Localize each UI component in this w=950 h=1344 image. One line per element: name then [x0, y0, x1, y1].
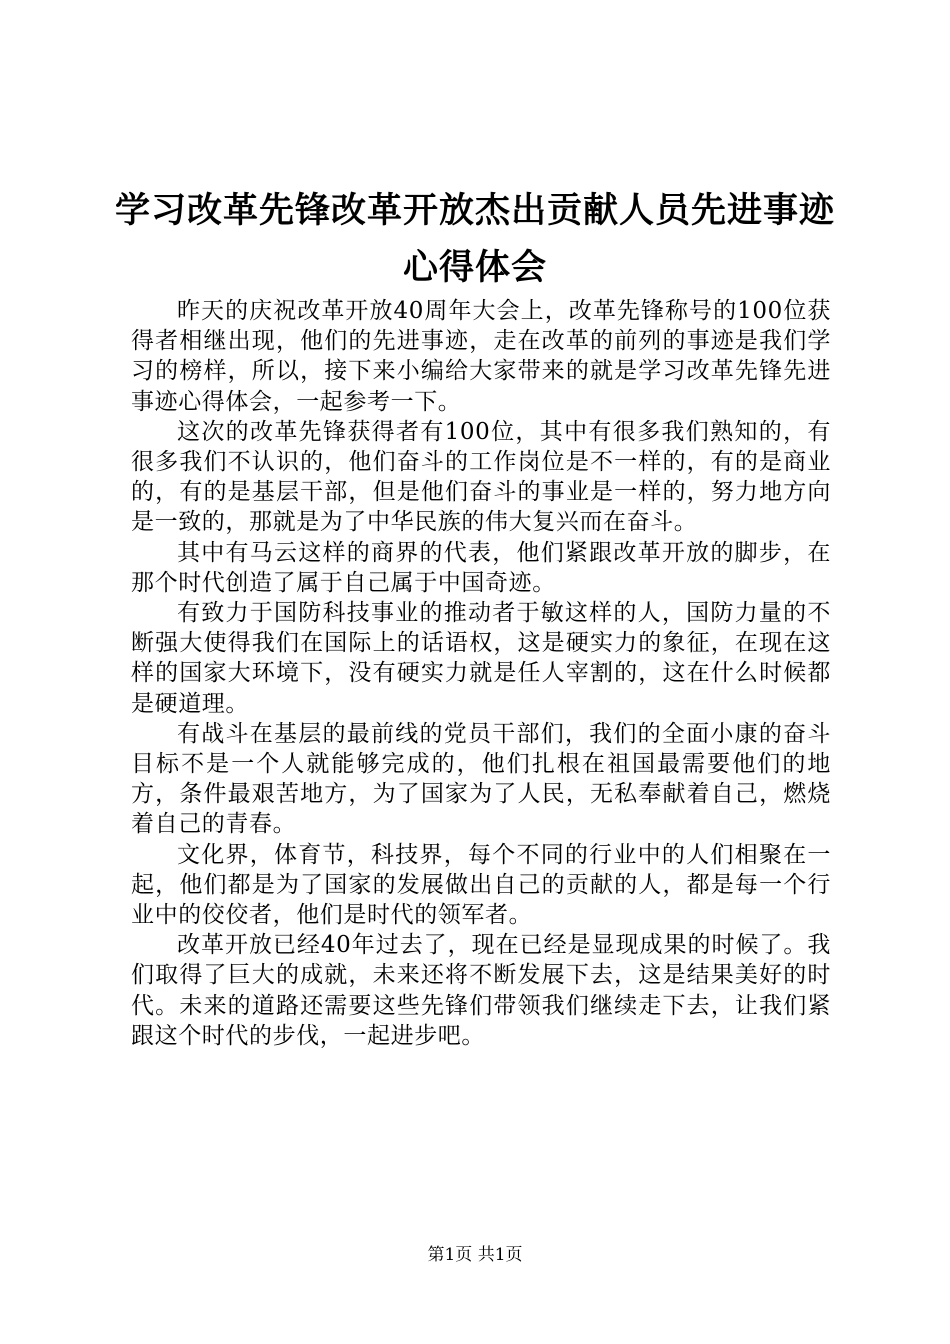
paragraph-5: 有战斗在基层的最前线的党员干部们，我们的全面小康的奋斗目标不是一个人就能够完成的，他们扎根在祖国最需要他们的地方，条件最艰苦地方，为了国家为了人民，无私奉献着自己，燃烧着自己的青春。 [131, 720, 831, 838]
document-body [131, 296, 831, 1051]
paragraph-6: 文化界，体育节，科技界，每个不同的行业中的人们相聚在一起，他们都是为了国家的发展做出自己的贡献的人，都是每一个行业中的佼佼者，他们是时代的领军者。 [131, 841, 831, 929]
paragraph-2: 这次的改革先锋获得者有100位，其中有很多我们熟知的，有很多我们不认识的，他们奋斗的工作岗位是不一样的，有的是商业的，有的是基层干部，但是他们奋斗的事业是一样的，努力地方向是一致的，那就是为了中华民族的伟大复兴而在奋斗。 [131, 418, 831, 536]
paragraph-3: 其中有马云这样的商界的代表，他们紧跟改革开放的脚步，在那个时代创造了属于自己属于中国奇迹。 [131, 539, 831, 596]
document-title-line2: 心得体会 [402, 248, 547, 288]
paragraph-1: 昨天的庆祝改革开放40周年大会上，改革先锋称号的100位获得者相继出现，他们的先进事迹，走在改革的前列的事迹是我们学习的榜样，所以，接下来小编给大家带来的就是学习改革先锋先进事迹心得体会，一起参考一下。 [131, 298, 831, 415]
document-title-line1: 学习改革先锋改革开放杰出贡献人员先进事迹 [114, 191, 835, 231]
page-footer: 第1页 共1页 [427, 1245, 523, 1265]
paragraph-7: 改革开放已经40年过去了，现在已经是显现成果的时候了。我们取得了巨大的成就，未来还将不断发展下去，这是结果美好的时代。未来的道路还需要这些先锋们带领我们继续走下去，让我们紧跟这个时代的步伐，一起进步吧。 [131, 932, 831, 1049]
paragraph-4: 有致力于国防科技事业的推动者于敏这样的人，国防力量的不断强大使得我们在国际上的话语权，这是硬实力的象征，在现在这样的国家大环境下，没有硬实力就是任人宰割的，这在什么时候都是硬道理。 [131, 600, 831, 717]
